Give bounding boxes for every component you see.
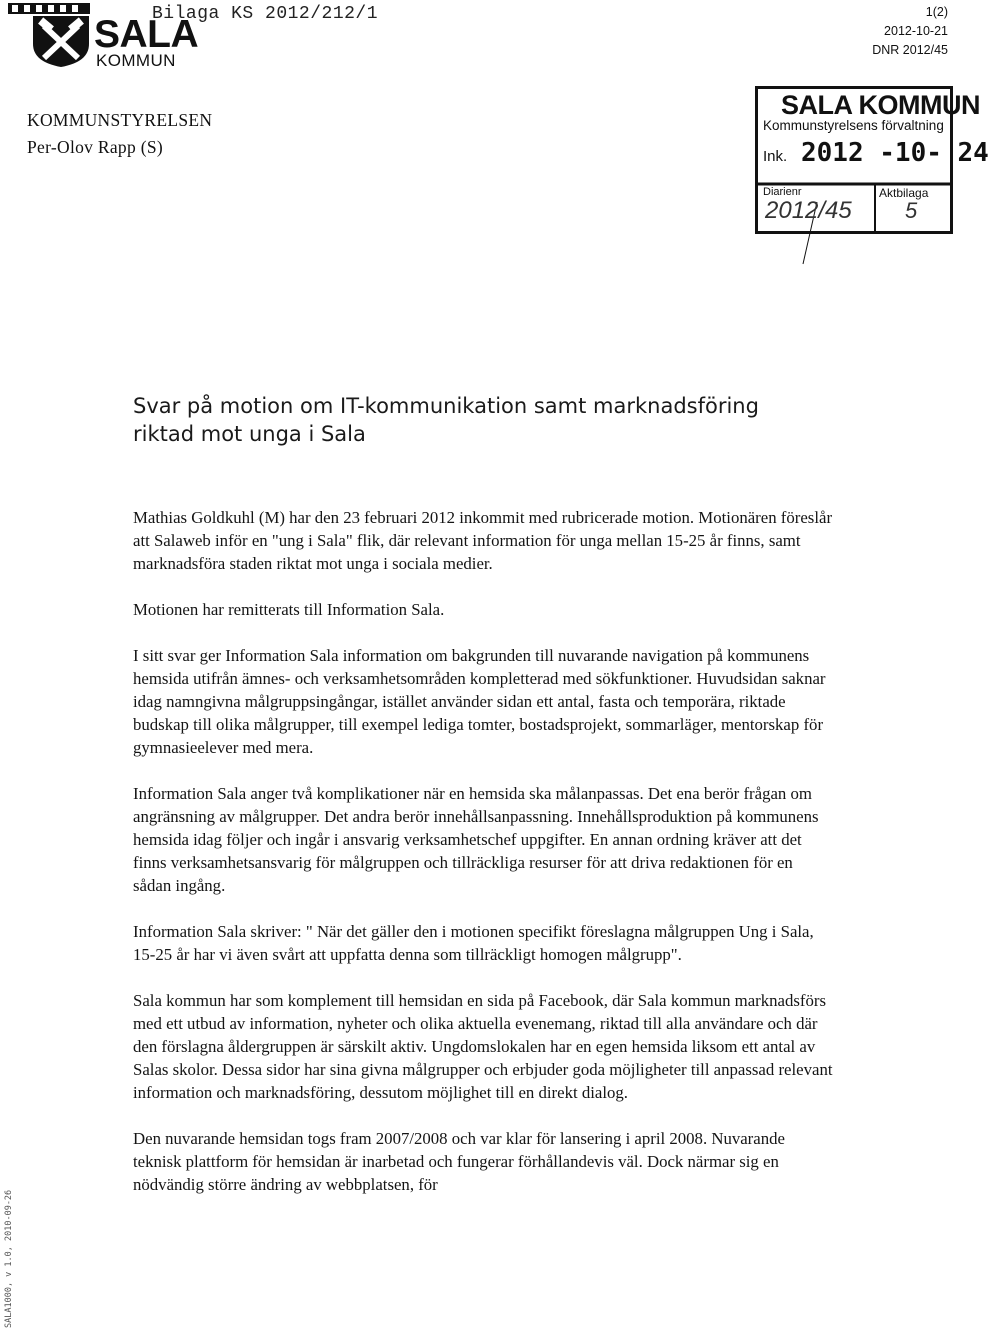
- document-title: [133, 392, 833, 448]
- template-code-text: SALA1000, v 1.0, 2010-09-26: [4, 1189, 14, 1328]
- stamp-aktbilaga-value: 5: [905, 198, 918, 223]
- paragraph-quote: Information Sala skriver: " När det gäller den i motionen specifikt föreslagna målgruppen Ung i Sala, 15-25 år har vi även svårt att uppfatta denna som tillräckligt homogen målgrupp".: [133, 922, 814, 964]
- paragraph-referral: Motionen har remitterats till Information Sala.: [133, 600, 445, 619]
- logo-subtitle: KOMMUN: [96, 51, 176, 70]
- logo-name: SALA: [94, 13, 199, 56]
- document-body: [133, 392, 833, 1219]
- stamp-diarienr-value: 2012/45: [765, 197, 852, 224]
- attachment-reference: Bilaga KS 2012/212/1: [152, 4, 379, 24]
- author-name: Per-Olov Rapp (S): [27, 137, 163, 157]
- stamp-ink-label: Ink.: [763, 148, 788, 165]
- coat-of-arms-icon: [6, 2, 92, 68]
- sender-block: [27, 107, 212, 161]
- paragraph-facebook: Sala kommun har som komplement till hemsidan en sida på Facebook, där Sala kommun marknadsförs med ett utbud av information, nyheter och olika aktuella evenemang, riktad till alla användare och där den förslagna åldergruppen är särskilt aktiv. Ungdomslokalen har en egen hemsida liksom ett antal av Salas skolor. Dessa sidor har sina givna målgrupper och erbjuder goda möjligheter till anpassad relevant information och marknadsföring, dessutom möjlighet till en direkt dialog.: [133, 991, 833, 1102]
- paragraph-complications: Information Sala anger två komplikationer när en hemsida ska målanpassas. Det ena berör frågan om angränsning av målgrupper. Det andra berör innehållsanpassning. Innehållsproduktion på kommunens hemsida idag följer och ingår i ansvarig verksamhetschef uppgifter. En annan ordning kräver att det finns verksamhetsansvarig för målgruppen och tillräckliga resurser för att driva redaktionen för en sådan ingång.: [133, 784, 819, 895]
- organization-name: KOMMUNSTYRELSEN: [27, 110, 213, 130]
- document-date: 2012-10-21: [884, 24, 948, 38]
- side-template-code: [2, 1188, 16, 1328]
- title-line-1: Svar på motion om IT-kommunikation samt marknadsföring: [133, 394, 759, 418]
- stamp-received-date: 2012 -10- 24: [801, 138, 989, 168]
- stamp-org: SALA KOMMUN: [781, 90, 980, 120]
- registration-number: DNR 2012/45: [872, 43, 948, 57]
- received-stamp: [755, 86, 989, 234]
- stamp-department: Kommunstyrelsens förvaltning: [763, 118, 944, 133]
- stamp-aktbilaga-label: Aktbilaga: [879, 186, 929, 200]
- paragraph-website-history: Den nuvarande hemsidan togs fram 2007/2008 och var klar för lansering i april 2008. Nuvarande teknisk plattform för hemsidan är inarbetad och fungerar förhållandevis väl. Dock närmar sig en nödvändig större ändring av webbplatsen, för: [133, 1129, 785, 1194]
- paragraph-motion-summary: Mathias Goldkuhl (M) har den 23 februari 2012 inkommit med rubricerade motion. Motionären föreslår att Salaweb inför en "ung i Sala" flik, där relevant information för unga mellan 15-25 år finns, samt marknadsföra staden riktat mot unga i sociala medier.: [133, 508, 833, 573]
- stamp-diarienr-label: Diarienr: [763, 186, 802, 198]
- document-meta: [872, 3, 948, 60]
- title-line-2: riktad mot unga i Sala: [133, 422, 366, 446]
- paragraph-information-answer: I sitt svar ger Information Sala information om bakgrunden till nuvarande navigation på kommunens hemsida utifrån ämnes- och verksamhetsområden kompletterad med sökfunktioner. Huvudsidan saknar idag namngivna målgruppsingångar, istället använder sidan ett antal, fasta och temporära, riktade budskap till olika målgrupper, till exempel lediga tomter, bostadsprojekt, sommarläger, mentorskap för gymnasieelever med mera.: [133, 646, 826, 757]
- page-number: 1(2): [925, 5, 948, 19]
